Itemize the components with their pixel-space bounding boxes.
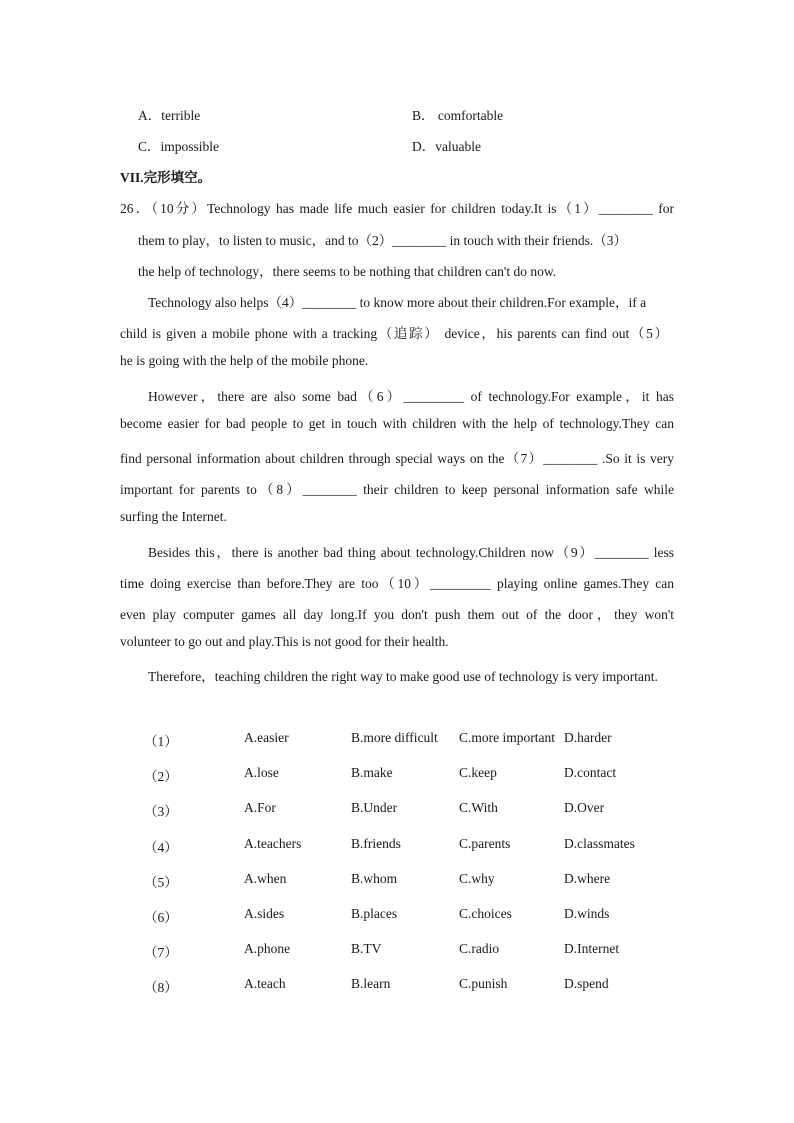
passage-line: Therefore，teaching children the right way to make good use of technology is very important. [148, 669, 658, 684]
passage-line: 26．（10分）Technology has made life much easier for children today.It is（1）________ for [120, 201, 674, 216]
choice-option-b: B.places [351, 906, 398, 921]
choice-option-d: D.Internet [564, 941, 620, 957]
choice-option-c: C.more important [459, 730, 555, 745]
choice-option-c: C.keep [459, 765, 497, 781]
prev-option-b: B． comfortable [412, 108, 504, 123]
choice-option-b: B.Under [351, 800, 398, 816]
choice-option-d: D.where [564, 870, 611, 886]
passage-line: volunteer to go out and play.This is not good for their health. [120, 634, 449, 649]
prev-option-d: D．valuable [412, 139, 481, 154]
choice-option-d: D.harder [564, 730, 612, 745]
passage-line: Technology also helps（4）________ to know more about their children.For example，if a [148, 295, 647, 310]
prev-option-a: A．terrible [138, 108, 201, 123]
passage-line: child is given a mobile phone with a tracking（追踪） device，his parents can find out（5） [120, 326, 668, 341]
choice-option-d: D.contact [564, 765, 617, 781]
choice-option-a: A.lose [244, 765, 279, 781]
passage-line: he is going with the help of the mobile phone. [120, 353, 369, 368]
choice-option-b: B.friends [351, 835, 401, 851]
passage-line: Besides this，there is another bad thing about technology.Children now（9）________ less [148, 545, 674, 560]
passage-line: find personal information about children through special ways on the（7）________ .So it is very [120, 451, 674, 466]
choice-number: （2） [144, 769, 178, 785]
choice-number: （4） [144, 839, 178, 855]
passage-line: even play computer games all day long.If you don't push them out of the door，they won't [120, 607, 674, 622]
choice-option-d: D.Over [564, 800, 605, 816]
choice-number: （6） [144, 910, 178, 925]
passage-line: them to play，to listen to music，and to（2）________ in touch with their friends.（3） [138, 233, 627, 248]
choice-option-c: C.choices [459, 906, 512, 921]
passage-line: time doing exercise than before.They are too（10）_________ playing online games.They can [120, 576, 674, 591]
choice-option-d: D.classmates [564, 835, 635, 851]
choice-option-a: A.For [244, 800, 276, 816]
choice-number: （1） [144, 734, 178, 749]
choice-option-d: D.spend [564, 976, 609, 992]
prev-option-c: C．impossible [138, 139, 220, 154]
choice-option-c: C.radio [459, 941, 500, 957]
choice-number: （7） [144, 945, 178, 961]
passage-line: important for parents to（8）________ their children to keep personal information safe while [120, 482, 674, 497]
choice-option-b: B.make [351, 765, 393, 781]
section-title: VII.完形填空。 [120, 170, 212, 185]
choice-option-a: A.sides [244, 906, 285, 921]
choice-option-b: B.more difficult [351, 730, 438, 745]
choice-option-c: C.why [459, 870, 495, 886]
passage-line: However，there are also some bad（6）_________ of technology.For example，it has [148, 389, 674, 404]
choice-number: （5） [144, 874, 178, 890]
choice-option-c: C.punish [459, 976, 508, 992]
choice-option-b: B.whom [351, 870, 398, 886]
choice-option-a: A.phone [244, 941, 291, 957]
passage-line: surfing the Internet. [120, 509, 227, 524]
choice-option-a: A.teachers [244, 835, 302, 851]
choice-number: （3） [144, 804, 178, 820]
choice-option-a: A.easier [244, 730, 289, 745]
passage-line: the help of technology，there seems to be nothing that children can't do now. [138, 264, 557, 279]
choice-option-c: C.With [459, 800, 498, 816]
choice-option-a: A.when [244, 870, 287, 886]
choice-option-d: D.winds [564, 906, 610, 921]
passage-line: become easier for bad people to get in touch with children with the help of technology.They can [120, 416, 674, 431]
choice-number: （8） [144, 980, 178, 996]
choice-option-b: B.learn [351, 976, 391, 992]
choice-option-a: A.teach [244, 976, 286, 992]
choice-option-b: B.TV [351, 941, 382, 957]
choice-option-c: C.parents [459, 835, 511, 851]
